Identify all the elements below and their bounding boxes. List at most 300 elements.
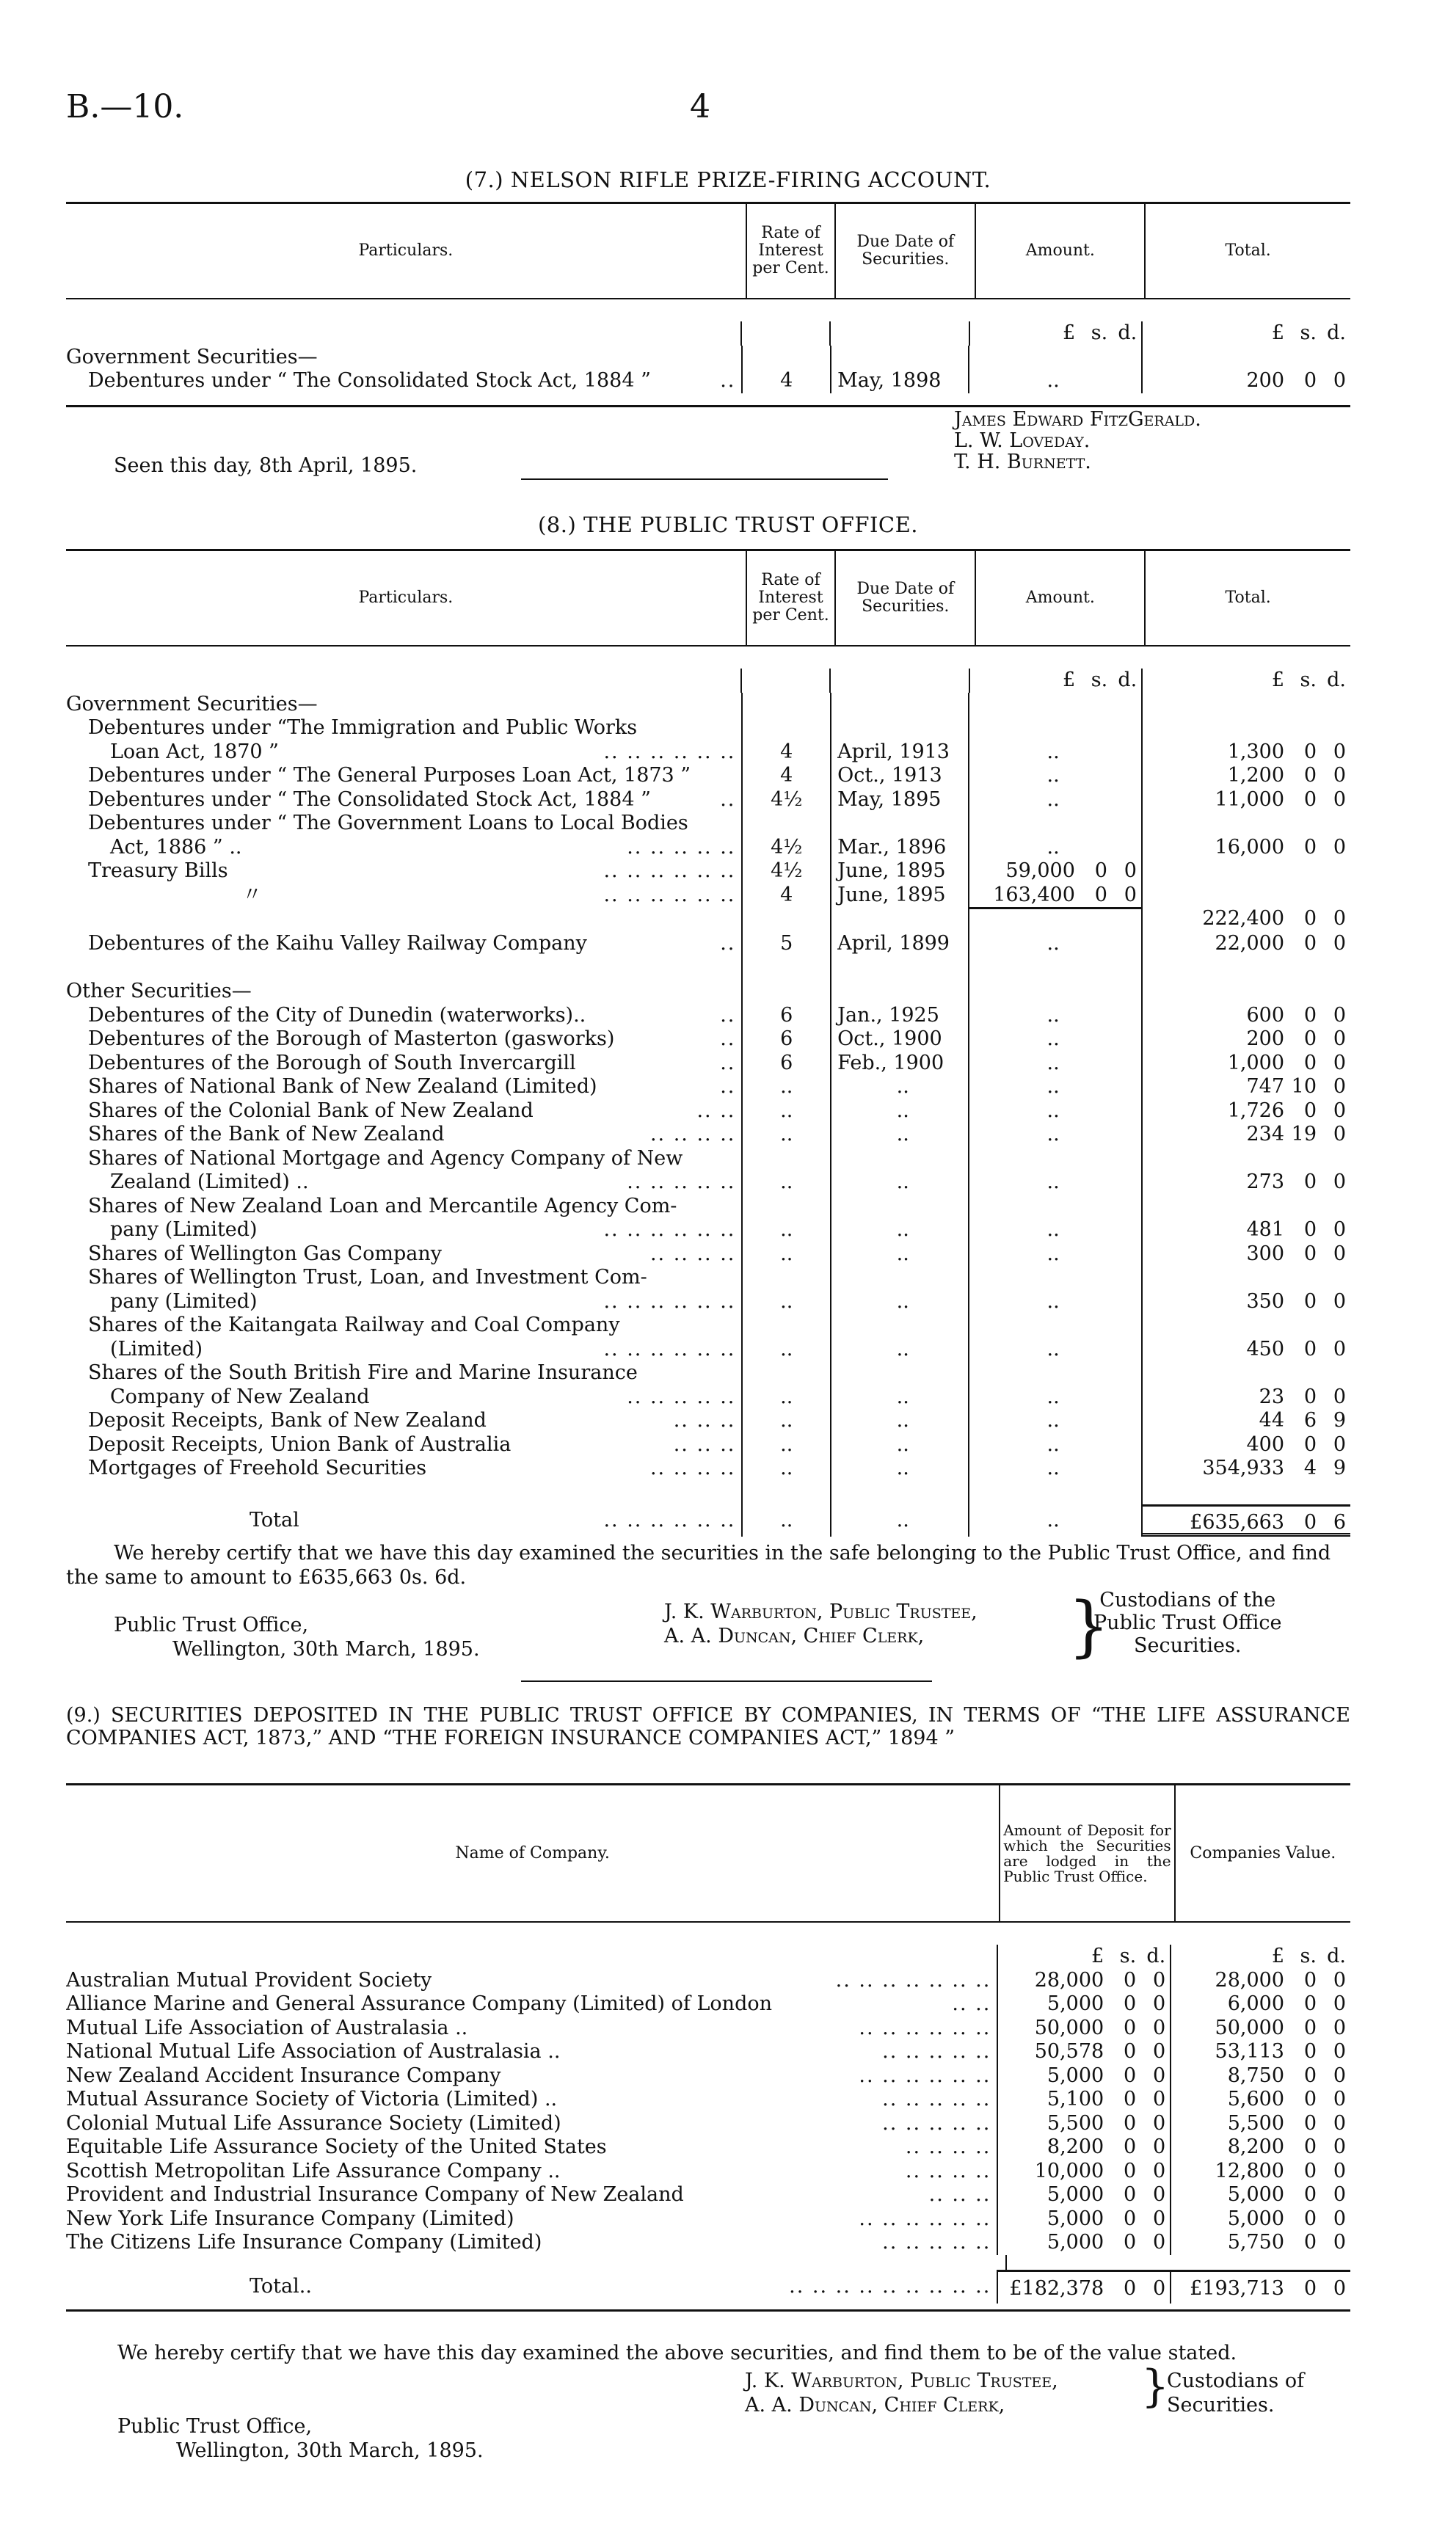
amount-cell-pounds: .. bbox=[1046, 1385, 1060, 1408]
total-deposit-cell bbox=[998, 2270, 1171, 2304]
office-name: Public Trust Office, bbox=[114, 1614, 309, 1636]
particulars-text: Shares of the Kaitangata Railway and Coal Company bbox=[88, 1314, 620, 1336]
deposit-amount-cell-shillings: 0 bbox=[1124, 1968, 1137, 1992]
leader-dots: .. .. .. bbox=[928, 2183, 991, 2206]
particulars-text: Debentures of the Borough of Masterton (gasworks) bbox=[88, 1027, 615, 1050]
rate-cell: 6 bbox=[743, 1052, 831, 1076]
leader-dots: .. .. .. .. .. bbox=[882, 2088, 991, 2111]
particulars-text: Other Securities— bbox=[66, 980, 252, 1002]
amount-cell-pence: 0 bbox=[1124, 883, 1137, 906]
deposit-amount-cell-pence: 0 bbox=[1153, 2183, 1166, 2206]
total-cell bbox=[1143, 1218, 1350, 1242]
due-date-cell: Feb., 1900 bbox=[831, 1052, 969, 1076]
total-cell bbox=[1143, 788, 1350, 812]
companies-value-cell-pence: 0 bbox=[1333, 2135, 1346, 2158]
company-name-cell bbox=[66, 2064, 998, 2088]
table-row bbox=[66, 693, 1350, 717]
total-cell bbox=[1143, 1504, 1350, 1537]
rate-cell: 4½ bbox=[743, 859, 831, 884]
leader-dots: .. bbox=[720, 932, 736, 955]
total-value-cell-pounds: £193,713 bbox=[1190, 2276, 1284, 2300]
table-row bbox=[66, 1969, 1350, 1993]
total-cell bbox=[1143, 1123, 1350, 1147]
due-date-cell bbox=[831, 1195, 969, 1219]
deposit-amount-cell bbox=[998, 2135, 1171, 2160]
particulars-text: Government Securities— bbox=[66, 692, 318, 715]
table-row bbox=[66, 2112, 1350, 2136]
deposit-amount-cell-pence: 0 bbox=[1153, 2231, 1166, 2254]
amount-cell-pounds: .. bbox=[1046, 1218, 1060, 1241]
table-row bbox=[66, 2231, 1350, 2255]
total-cell-shillings: 0 bbox=[1303, 1511, 1317, 1534]
table-row bbox=[66, 2017, 1350, 2041]
total-cell-shillings: 0 bbox=[1303, 1432, 1317, 1456]
total-cell bbox=[1143, 1457, 1350, 1481]
particulars-text: Shares of New Zealand Loan and Mercantile Agency Com- bbox=[88, 1194, 677, 1217]
deposit-amount-cell-shillings: 0 bbox=[1124, 2111, 1137, 2135]
companies-value-cell-pounds: 53,113 bbox=[1215, 2040, 1284, 2063]
due-date-cell bbox=[831, 980, 969, 1004]
deposit-amount-cell-pence: 0 bbox=[1153, 2135, 1166, 2158]
table-row bbox=[66, 2040, 1350, 2064]
total-cell-shillings: 0 bbox=[1303, 1218, 1317, 1241]
deposit-amount-cell-shillings: 0 bbox=[1124, 2016, 1137, 2039]
due-date-cell: Oct., 1900 bbox=[831, 1027, 969, 1052]
total-cell-pounds: 22,000 bbox=[1215, 932, 1285, 955]
amount-cell bbox=[969, 1147, 1143, 1171]
table-row bbox=[66, 1433, 1350, 1457]
signatory: James Edward FitzGerald. bbox=[954, 408, 1201, 431]
table-row bbox=[66, 1409, 1350, 1433]
rate-cell bbox=[743, 907, 831, 932]
table-row bbox=[66, 1052, 1350, 1076]
particulars-cell bbox=[66, 1242, 743, 1267]
brace: } bbox=[1068, 1588, 1110, 1665]
company-name-cell bbox=[66, 2231, 998, 2255]
company-name-cell bbox=[66, 2017, 998, 2041]
total-cell-pounds: 273 bbox=[1246, 1170, 1285, 1193]
deposit-amount-cell-shillings: 0 bbox=[1124, 2183, 1137, 2206]
deposit-amount-cell-pence: 0 bbox=[1153, 2111, 1166, 2135]
due-date-cell bbox=[831, 716, 969, 740]
cell bbox=[66, 2255, 1007, 2270]
leader-dots: .. .. .. .. bbox=[905, 2159, 991, 2182]
total-cell-pounds: 44 bbox=[1259, 1409, 1285, 1432]
amount-cell bbox=[969, 1004, 1143, 1028]
rate-cell: .. bbox=[743, 1338, 831, 1362]
table-row bbox=[66, 1338, 1350, 1362]
amount-cell-shillings: 0 bbox=[1094, 859, 1107, 882]
due-date-cell: .. bbox=[831, 1242, 969, 1267]
leader-dots: .. .. .. .. .. .. bbox=[603, 740, 736, 763]
custodians-note bbox=[1093, 1589, 1281, 1657]
office-name: Public Trust Office, bbox=[117, 2415, 313, 2438]
companies-value-cell bbox=[1171, 2231, 1350, 2255]
header-amount: Amount. bbox=[976, 204, 1146, 298]
rate-cell: .. bbox=[743, 1385, 831, 1410]
total-deposit-cell-pence: 0 bbox=[1153, 2276, 1166, 2300]
companies-value-cell-pence: 0 bbox=[1333, 2159, 1346, 2182]
rate-cell bbox=[743, 693, 831, 717]
leader-dots: .. .. .. .. .. bbox=[627, 1385, 736, 1408]
due-date-cell: .. bbox=[831, 1218, 969, 1242]
amount-cell-pounds: .. bbox=[1046, 740, 1060, 763]
particulars-text: Total bbox=[250, 1509, 299, 1532]
deposit-amount-cell bbox=[998, 2088, 1171, 2112]
particulars-cell bbox=[66, 1457, 743, 1481]
total-cell bbox=[1143, 907, 1350, 932]
total-cell-pence: 0 bbox=[1333, 1051, 1347, 1074]
deposit-amount-cell-pounds: 5,500 bbox=[1046, 2111, 1104, 2135]
currency-units bbox=[970, 321, 1143, 346]
due-date-cell: June, 1895 bbox=[831, 884, 969, 908]
particulars-cell bbox=[66, 1099, 743, 1124]
header-due-date: Due Date of Securities. bbox=[836, 551, 976, 645]
currency-units bbox=[1143, 321, 1350, 346]
amount-cell bbox=[969, 1170, 1143, 1195]
particulars-cell bbox=[66, 980, 743, 1004]
currency-units-pence: d. bbox=[1327, 669, 1346, 691]
company-name: New York Life Insurance Company (Limited) bbox=[66, 2207, 514, 2230]
amount-cell bbox=[969, 1338, 1143, 1362]
amount-cell-pence: 0 bbox=[1124, 859, 1137, 882]
table-row bbox=[66, 980, 1350, 1004]
total-cell-pence: 0 bbox=[1333, 1337, 1347, 1361]
table-body bbox=[66, 299, 1350, 423]
table-row bbox=[66, 2183, 1350, 2207]
currency-units-pence: d. bbox=[1118, 669, 1138, 691]
particulars-text: Debentures under “The Immigration and Public Works bbox=[88, 716, 638, 739]
table-row bbox=[66, 346, 1350, 370]
total-cell bbox=[1143, 1242, 1350, 1267]
amount-cell bbox=[969, 1457, 1143, 1481]
due-date-cell: .. bbox=[831, 1433, 969, 1457]
table-row bbox=[66, 1290, 1350, 1314]
rate-cell bbox=[743, 956, 831, 980]
total-cell-shillings: 6 bbox=[1303, 1409, 1317, 1432]
particulars-text: Shares of the Colonial Bank of New Zealand bbox=[88, 1099, 534, 1122]
company-name: Alliance Marine and General Assurance Company (Limited) of London bbox=[66, 1992, 772, 2015]
place-date: Wellington, 30th March, 1895. bbox=[172, 1638, 480, 1661]
total-cell-shillings: 4 bbox=[1303, 1457, 1317, 1479]
rate-cell bbox=[743, 980, 831, 1004]
amount-cell-pounds: .. bbox=[1046, 1289, 1060, 1313]
company-name-cell bbox=[66, 2207, 998, 2232]
leader-dots: .. .. .. .. bbox=[905, 2135, 991, 2158]
total-cell-shillings: 0 bbox=[1303, 1099, 1317, 1122]
total-value-cell bbox=[1171, 2270, 1350, 2304]
cell bbox=[66, 669, 742, 693]
total-cell-shillings: 0 bbox=[1303, 932, 1317, 955]
companies-value-cell bbox=[1171, 2017, 1350, 2041]
amount-cell bbox=[969, 693, 1143, 717]
currency-units-pence: d. bbox=[1146, 1945, 1166, 1967]
total-cell bbox=[1143, 812, 1350, 836]
total-cell-pounds: 1,726 bbox=[1227, 1099, 1285, 1122]
table-row bbox=[66, 932, 1350, 956]
total-cell-pence: 0 bbox=[1333, 835, 1347, 859]
particulars-cell bbox=[66, 1385, 743, 1410]
rate-cell: 6 bbox=[743, 1027, 831, 1052]
total-cell-pounds: 16,000 bbox=[1215, 835, 1285, 859]
total-cell-pounds: 354,933 bbox=[1202, 1457, 1285, 1479]
particulars-cell bbox=[66, 956, 743, 980]
table-header bbox=[66, 204, 1350, 299]
due-date-cell bbox=[831, 693, 969, 717]
amount-cell-pounds: .. bbox=[1046, 764, 1060, 787]
total-cell-pounds: 222,400 bbox=[1202, 907, 1285, 930]
total-cell bbox=[1143, 932, 1350, 956]
companies-value-cell-pence: 0 bbox=[1333, 2064, 1346, 2087]
amount-cell-pounds: 59,000 bbox=[1005, 859, 1075, 882]
currency-units-pence: d. bbox=[1118, 321, 1138, 344]
particulars-cell bbox=[66, 764, 743, 788]
total-cell-pence: 0 bbox=[1333, 1289, 1347, 1313]
leader-dots: .. .. .. .. .. .. bbox=[603, 1337, 736, 1361]
particulars-text: Debentures of the Borough of South Invercargill bbox=[88, 1051, 576, 1074]
rate-cell: 4 bbox=[743, 369, 831, 393]
deposit-amount-cell-pence: 0 bbox=[1153, 2088, 1166, 2111]
section-9-title: (9.) SECURITIES DEPOSITED IN THE PUBLIC TRUST OFFICE BY COMPANIES, IN TERMS OF “THE LIFE ASSURANCE COMPANIES ACT, 1873,” AND “THE FOREIGN INSURANCE COMPANIES ACT,” 1894 ” bbox=[66, 1704, 1350, 1749]
deposit-amount-cell-pounds: 5,000 bbox=[1046, 2064, 1104, 2087]
amount-cell-pounds: .. bbox=[1046, 1432, 1060, 1456]
total-cell-pence: 0 bbox=[1333, 1218, 1347, 1241]
particulars-cell bbox=[66, 1004, 743, 1028]
particulars-text: pany (Limited) bbox=[110, 1218, 258, 1241]
deposit-amount-cell-shillings: 0 bbox=[1124, 2088, 1137, 2111]
currency-units-shillings: s. bbox=[1119, 1945, 1137, 1967]
total-cell bbox=[1143, 764, 1350, 788]
table-row bbox=[66, 1242, 1350, 1267]
due-date-cell bbox=[831, 1266, 969, 1290]
header-total: Total. bbox=[1225, 241, 1271, 260]
total-cell bbox=[1143, 1052, 1350, 1076]
leader-dots: .. .. .. .. .. .. .. .. .. bbox=[789, 2274, 991, 2298]
total-cell-pence: 0 bbox=[1333, 369, 1347, 392]
total-cell-pence: 0 bbox=[1333, 1242, 1347, 1265]
page-number: 4 bbox=[690, 88, 710, 125]
cell bbox=[1007, 2255, 1176, 2270]
particulars-text: Debentures of the City of Dunedin (waterworks).. bbox=[88, 1003, 586, 1027]
particulars-text: 〃 bbox=[242, 883, 262, 906]
due-date-cell bbox=[831, 956, 969, 980]
amount-cell-pounds: .. bbox=[1046, 1337, 1060, 1361]
leader-dots: .. .. .. .. .. .. bbox=[859, 2207, 991, 2230]
companies-value-cell-shillings: 0 bbox=[1303, 1992, 1317, 2015]
due-date-cell bbox=[831, 1147, 969, 1171]
company-name: Mutual Assurance Society of Victoria (Limited) .. bbox=[66, 2088, 558, 2111]
currency-units-pounds: £ bbox=[1271, 669, 1284, 691]
total-value-cell-pence: 0 bbox=[1333, 2276, 1346, 2300]
companies-value-cell bbox=[1171, 2088, 1350, 2112]
leader-dots: .. bbox=[720, 1051, 736, 1074]
leader-dots: .. .. .. .. .. bbox=[627, 1170, 736, 1193]
table-row bbox=[66, 2160, 1350, 2184]
leader-dots: .. bbox=[720, 1003, 736, 1027]
custodians-line: Securities. bbox=[1167, 2394, 1275, 2417]
amount-cell bbox=[969, 932, 1143, 956]
companies-value-cell-pounds: 5,000 bbox=[1227, 2207, 1284, 2230]
deposit-amount-cell-shillings: 0 bbox=[1124, 2231, 1137, 2254]
companies-value-cell bbox=[1171, 2112, 1350, 2136]
total-cell-pence: 0 bbox=[1333, 740, 1347, 763]
amount-cell-pounds: .. bbox=[1046, 1242, 1060, 1265]
rate-cell bbox=[743, 1266, 831, 1290]
company-name-cell bbox=[66, 1969, 998, 1993]
custodians-line: Public Trust Office bbox=[1093, 1612, 1282, 1634]
table-row bbox=[66, 1170, 1350, 1195]
total-cell bbox=[1143, 346, 1350, 370]
currency-units-pounds: £ bbox=[1271, 321, 1284, 344]
total-cell bbox=[1143, 369, 1350, 393]
amount-cell bbox=[969, 1195, 1143, 1219]
total-label-cell bbox=[66, 2270, 998, 2304]
table-body bbox=[66, 1923, 1350, 2309]
total-cell-pence: 0 bbox=[1333, 1003, 1347, 1027]
particulars-cell bbox=[66, 1075, 743, 1099]
rate-cell: .. bbox=[743, 1457, 831, 1481]
table-body bbox=[66, 647, 1350, 1545]
amount-cell bbox=[969, 956, 1143, 980]
particulars-cell bbox=[66, 1314, 743, 1338]
table-row bbox=[66, 1361, 1350, 1385]
table-row bbox=[66, 2064, 1350, 2088]
company-name-cell bbox=[66, 1992, 998, 2017]
table-header bbox=[66, 551, 1350, 647]
rate-cell: 5 bbox=[743, 932, 831, 956]
companies-value-cell-shillings: 0 bbox=[1303, 2064, 1317, 2087]
total-cell-shillings: 10 bbox=[1291, 1075, 1317, 1098]
leader-dots: .. .. .. .. .. bbox=[882, 2040, 991, 2063]
table-row bbox=[66, 812, 1350, 836]
amount-cell bbox=[969, 1481, 1143, 1505]
rate-cell: .. bbox=[743, 1409, 831, 1433]
rate-cell bbox=[743, 346, 831, 370]
cell bbox=[831, 321, 970, 346]
particulars-cell bbox=[66, 1433, 743, 1457]
total-cell bbox=[1143, 956, 1350, 980]
particulars-text: Shares of National Mortgage and Agency Company of New bbox=[88, 1146, 683, 1170]
due-date-cell: .. bbox=[831, 1385, 969, 1410]
companies-value-cell-shillings: 0 bbox=[1303, 2040, 1317, 2063]
particulars-cell bbox=[66, 884, 743, 908]
deposit-amount-cell bbox=[998, 2231, 1171, 2255]
total-cell bbox=[1143, 1027, 1350, 1052]
companies-value-cell-pounds: 6,000 bbox=[1227, 1992, 1284, 2015]
total-value-cell-shillings: 0 bbox=[1303, 2276, 1317, 2300]
currency-units-shillings: s. bbox=[1300, 669, 1317, 691]
currency-units-shillings: s. bbox=[1091, 669, 1108, 691]
cell bbox=[66, 1945, 998, 1969]
due-date-cell: Mar., 1896 bbox=[831, 836, 969, 860]
table-row bbox=[66, 907, 1350, 932]
due-date-cell: April, 1899 bbox=[831, 932, 969, 956]
leader-dots: .. bbox=[720, 787, 736, 811]
deposit-amount-cell-pence: 0 bbox=[1153, 1968, 1166, 1992]
amount-cell bbox=[969, 764, 1143, 788]
total-cell-pounds: 400 bbox=[1246, 1432, 1285, 1456]
due-date-cell bbox=[831, 346, 969, 370]
amount-cell bbox=[969, 1290, 1143, 1314]
currency-units-pounds: £ bbox=[1063, 669, 1076, 691]
particulars-cell bbox=[66, 836, 743, 860]
total-cell-pence: 0 bbox=[1333, 932, 1347, 955]
total-cell bbox=[1143, 1099, 1350, 1124]
table-row bbox=[66, 369, 1350, 393]
units-row bbox=[66, 1945, 1350, 1969]
table-row bbox=[66, 1195, 1350, 1219]
deposit-amount-cell-pounds: 5,100 bbox=[1046, 2088, 1104, 2111]
deposit-amount-cell-pence: 0 bbox=[1153, 2040, 1166, 2063]
leader-dots: .. .. bbox=[952, 1992, 991, 2015]
amount-cell bbox=[969, 1052, 1143, 1076]
amount-cell bbox=[969, 859, 1143, 884]
particulars-text: Company of New Zealand bbox=[110, 1385, 370, 1408]
currency-units-shillings: s. bbox=[1300, 321, 1317, 344]
amount-cell-pounds: .. bbox=[1046, 1027, 1060, 1050]
signatory: T. H. Burnett. bbox=[954, 451, 1091, 473]
companies-value-cell-shillings: 0 bbox=[1303, 2207, 1317, 2230]
table-row bbox=[66, 1123, 1350, 1147]
rate-cell: 6 bbox=[743, 1004, 831, 1028]
seen-note: Seen this day, 8th April, 1895. bbox=[114, 454, 418, 477]
amount-cell bbox=[969, 812, 1143, 836]
due-date-cell: May, 1895 bbox=[831, 788, 969, 812]
company-name: Equitable Life Assurance Society of the United States bbox=[66, 2135, 607, 2158]
total-cell-pounds: 450 bbox=[1246, 1337, 1285, 1361]
due-date-cell: .. bbox=[831, 1504, 969, 1537]
currency-units-pence: d. bbox=[1327, 321, 1346, 344]
leader-dots: .. bbox=[720, 1075, 736, 1098]
amount-cell-pounds: .. bbox=[1046, 369, 1060, 392]
particulars-cell bbox=[66, 1195, 743, 1219]
rate-cell: .. bbox=[743, 1433, 831, 1457]
section-7-title: (7.) NELSON RIFLE PRIZE-FIRING ACCOUNT. bbox=[465, 167, 991, 192]
rate-cell: 4 bbox=[743, 764, 831, 788]
header-due-date: Due Date of Securities. bbox=[836, 204, 976, 298]
particulars-text: Shares of the Bank of New Zealand bbox=[88, 1123, 445, 1146]
particulars-cell bbox=[66, 1052, 743, 1076]
companies-value-cell-pounds: 5,600 bbox=[1227, 2088, 1284, 2111]
header-total: Total. bbox=[1225, 589, 1271, 607]
signer: A. A. Duncan, Chief Clerk, bbox=[745, 2394, 1005, 2417]
company-name: Provident and Industrial Insurance Company of New Zealand bbox=[66, 2183, 684, 2206]
particulars-text: pany (Limited) bbox=[110, 1289, 258, 1313]
document-reference: B.—10. bbox=[66, 88, 184, 125]
section-8-title: (8.) THE PUBLIC TRUST OFFICE. bbox=[537, 512, 918, 537]
table-row bbox=[66, 1504, 1350, 1537]
table-row bbox=[66, 764, 1350, 788]
currency-units-pounds: £ bbox=[1271, 1945, 1284, 1967]
table-row bbox=[66, 2135, 1350, 2160]
amount-cell-pounds: .. bbox=[1046, 1003, 1060, 1027]
total-cell-pence: 0 bbox=[1333, 1075, 1347, 1098]
amount-cell bbox=[969, 1314, 1143, 1338]
custodians-line: Custodians of the bbox=[1099, 1589, 1276, 1612]
header-amount: Amount. bbox=[976, 551, 1146, 645]
total-cell-shillings: 0 bbox=[1303, 1027, 1317, 1050]
total-cell bbox=[1143, 693, 1350, 717]
total-cell-pence: 0 bbox=[1333, 787, 1347, 811]
brace: } bbox=[1141, 2361, 1170, 2412]
rate-cell bbox=[743, 1361, 831, 1385]
amount-cell bbox=[969, 980, 1143, 1004]
place-date: Wellington, 30th March, 1895. bbox=[176, 2439, 484, 2462]
total-cell-shillings: 0 bbox=[1303, 369, 1317, 392]
company-name-cell bbox=[66, 2040, 998, 2064]
total-cell bbox=[1143, 1170, 1350, 1195]
particulars-cell bbox=[66, 1218, 743, 1242]
